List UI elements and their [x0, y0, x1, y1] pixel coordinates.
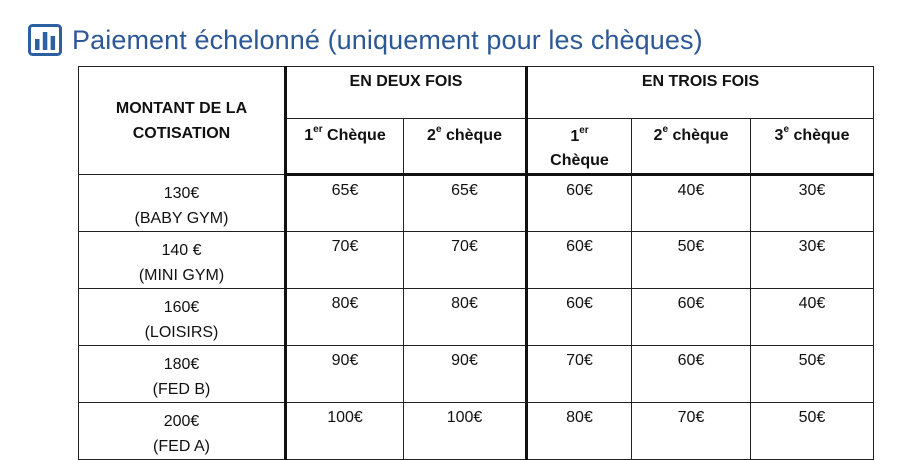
bar-chart-icon: [28, 24, 62, 56]
cheque-suffix: e: [662, 123, 668, 135]
three-installment-value: 60€: [632, 289, 751, 346]
amount-cell: [79, 175, 286, 232]
cheque-header: [751, 119, 874, 175]
two-installment-value: 80€: [286, 289, 404, 346]
cheque-header: [404, 119, 527, 175]
category-label: (MINI GYM): [138, 267, 225, 284]
two-installment-value: 100€: [404, 403, 527, 460]
three-installment-value: 50€: [751, 403, 874, 460]
amount-cell: [79, 346, 286, 403]
three-installment-value: 60€: [527, 175, 632, 232]
three-installment-value: 60€: [527, 232, 632, 289]
cheque-word: Chèque: [550, 152, 609, 169]
category-label: (FED A): [153, 438, 210, 455]
cheque-number: 1: [570, 128, 580, 145]
three-installment-value: 70€: [527, 346, 632, 403]
cheque-word: chèque: [789, 127, 850, 144]
three-installment-value: 40€: [632, 175, 751, 232]
three-installment-value: 80€: [527, 403, 632, 460]
two-installments-header: EN DEUX FOIS: [286, 67, 527, 119]
three-installment-value: 60€: [632, 346, 751, 403]
table-row: [79, 232, 874, 289]
table-row: [79, 346, 874, 403]
two-installment-value: 65€: [404, 175, 527, 232]
category-label: (FED B): [152, 381, 211, 398]
amount-value: 130€: [163, 185, 200, 202]
cheque-suffix: er: [313, 123, 323, 135]
table-body: [79, 175, 874, 460]
table-row: [79, 403, 874, 460]
cheque-suffix: e: [783, 123, 789, 135]
two-installment-value: 90€: [286, 346, 404, 403]
two-installment-value: 70€: [404, 232, 527, 289]
amount-value: 200€: [163, 413, 200, 430]
amount-cell: [79, 403, 286, 460]
cheque-suffix: er: [579, 124, 589, 136]
page-title-row: [28, 22, 703, 58]
category-label: (LOISIRS): [144, 324, 219, 341]
three-installment-value: 30€: [751, 175, 874, 232]
amount-cell: [79, 232, 286, 289]
two-installment-value: 70€: [286, 232, 404, 289]
three-installment-value: 40€: [751, 289, 874, 346]
page-title: Paiement échelonné (uniquement pour les chèques): [72, 24, 703, 55]
three-installments-header: EN TROIS FOIS: [527, 67, 874, 119]
header-row-top: [79, 67, 874, 119]
three-installment-value: 50€: [751, 346, 874, 403]
amount-cell: [79, 289, 286, 346]
three-installment-value: 30€: [751, 232, 874, 289]
cheque-number: 2: [653, 127, 663, 144]
two-installment-value: 90€: [404, 346, 527, 403]
amount-value: 160€: [163, 299, 200, 316]
cheque-number: 2: [427, 127, 436, 144]
cheque-suffix: e: [435, 123, 442, 135]
payment-table: [78, 66, 874, 460]
cheque-word: chèque: [668, 127, 729, 144]
table-row: [79, 289, 874, 346]
cheque-word: Chèque: [322, 127, 386, 144]
category-label: (BABY GYM): [134, 210, 229, 227]
cheque-word: chèque: [441, 127, 502, 144]
two-installment-value: 100€: [286, 403, 404, 460]
cheque-header: [632, 119, 751, 175]
amount-header: MONTANT DE LA COTISATION: [115, 99, 248, 142]
amount-value: 140 €: [161, 242, 202, 259]
cheque-header: [527, 119, 632, 175]
table-row: [79, 175, 874, 232]
cheque-header: [286, 119, 404, 175]
cheque-number: 3: [774, 127, 784, 144]
two-installment-value: 65€: [286, 175, 404, 232]
two-installment-value: 80€: [404, 289, 527, 346]
three-installment-value: 60€: [527, 289, 632, 346]
amount-value: 180€: [163, 356, 200, 373]
three-installment-value: 70€: [632, 403, 751, 460]
three-installment-value: 50€: [632, 232, 751, 289]
cheque-number: 1: [304, 127, 314, 144]
amount-header-cell: [79, 67, 286, 175]
